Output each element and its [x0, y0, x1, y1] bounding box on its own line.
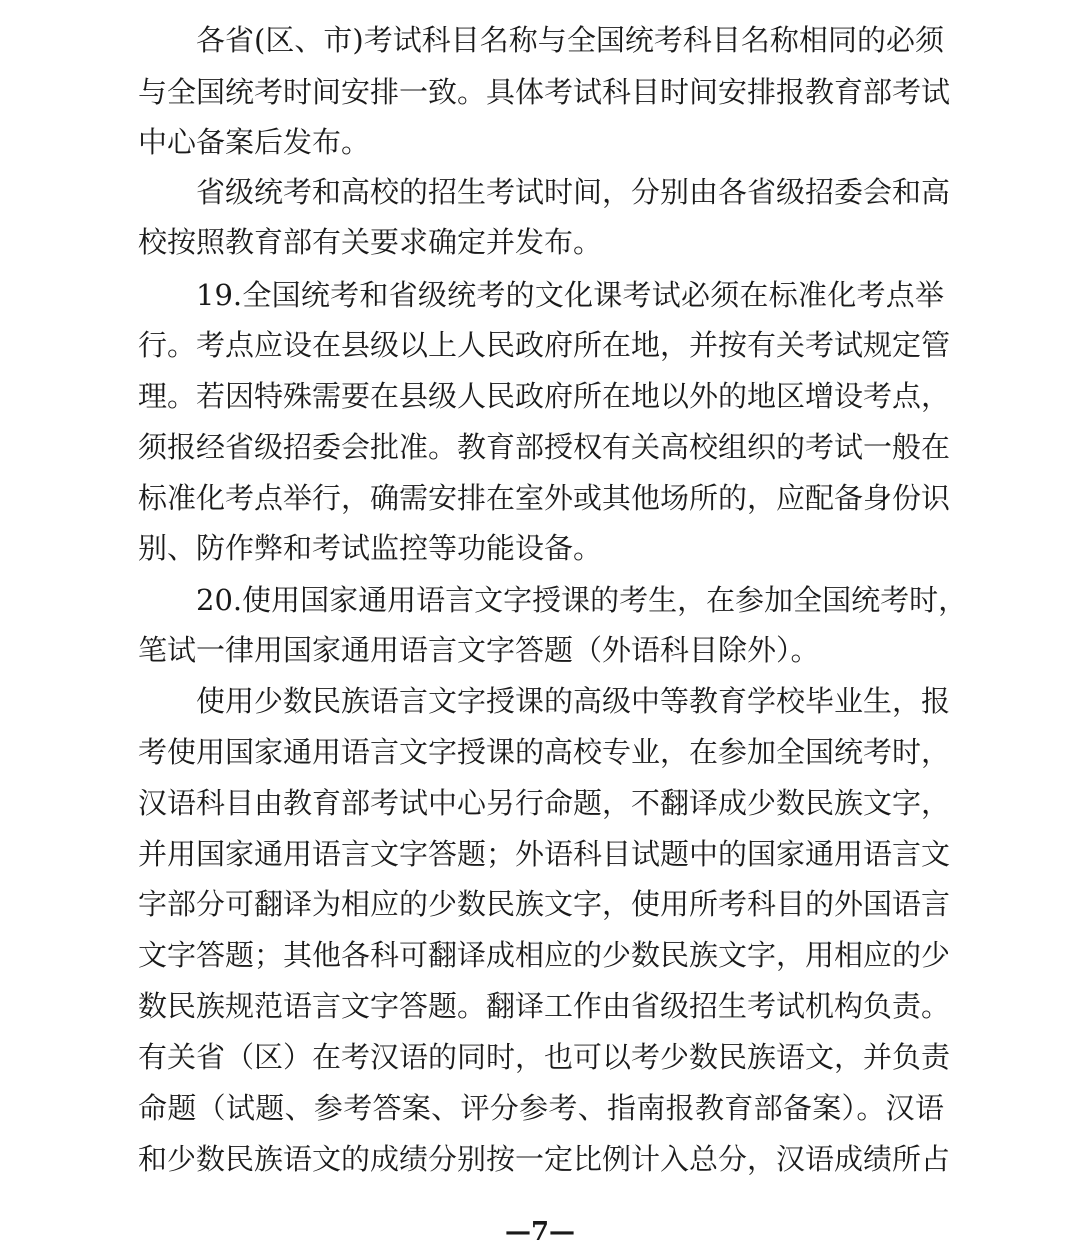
text-line: 校按照教育部有关要求确定并发布。: [138, 225, 603, 259]
text-line: 行。考点应设在县级以上人民政府所在地，并按有关考试规定管: [138, 328, 951, 362]
text-line: 须报经省级招委会批准。教育部授权有关高校组织的考试一般在: [138, 430, 951, 464]
text-line: 和少数民族语文的成绩分别按一定比例计入总分，汉语成绩所占: [138, 1142, 951, 1176]
text-line: 各省(区、市)考试科目名称与全国统考科目名称相同的必须: [196, 23, 944, 57]
text-line: 20.使用国家通用语言文字授课的考生，在参加全国统考时，: [196, 583, 968, 617]
page-number: —7—: [504, 1217, 576, 1247]
text-line: 字部分可翻译为相应的少数民族文字，使用所考科目的外国语言: [138, 887, 951, 921]
text-line: 省级统考和高校的招生考试时间，分别由各省级招委会和高: [196, 175, 951, 209]
text-line: 别、防作弊和考试监控等功能设备。: [138, 531, 603, 565]
text-line: 考使用国家通用语言文字授课的高校专业，在参加全国统考时，: [138, 735, 951, 769]
text-line: 文字答题；其他各科可翻译成相应的少数民族文字，用相应的少: [138, 938, 951, 972]
text-line: 理。若因特殊需要在县级人民政府所在地以外的地区增设考点，: [138, 379, 951, 413]
text-line: 中心备案后发布。: [138, 125, 371, 159]
text-line: 命题（试题、参考答案、评分参考、指南报教育部备案）。汉语: [138, 1091, 944, 1125]
text-line: 与全国统考时间安排一致。具体考试科目时间安排报教育部考试: [138, 75, 951, 109]
text-line: 使用少数民族语言文字授课的高级中等教育学校毕业生，报: [196, 684, 951, 718]
text-line: 19.全国统考和省级统考的文化课考试必须在标准化考点举: [196, 278, 944, 312]
text-line: 并用国家通用语言文字答题；外语科目试题中的国家通用语言文: [138, 837, 951, 871]
text-line: 笔试一律用国家通用语言文字答题（外语科目除外）。: [138, 633, 820, 667]
text-line: 标准化考点举行，确需安排在室外或其他场所的，应配备身份识: [138, 481, 951, 515]
text-line: 数民族规范语言文字答题。翻译工作由省级招生考试机构负责。: [138, 989, 951, 1023]
text-line: 汉语科目由教育部考试中心另行命题，不翻译成少数民族文字，: [138, 786, 951, 820]
text-line: 有关省（区）在考汉语的同时，也可以考少数民族语文，并负责: [138, 1040, 951, 1074]
